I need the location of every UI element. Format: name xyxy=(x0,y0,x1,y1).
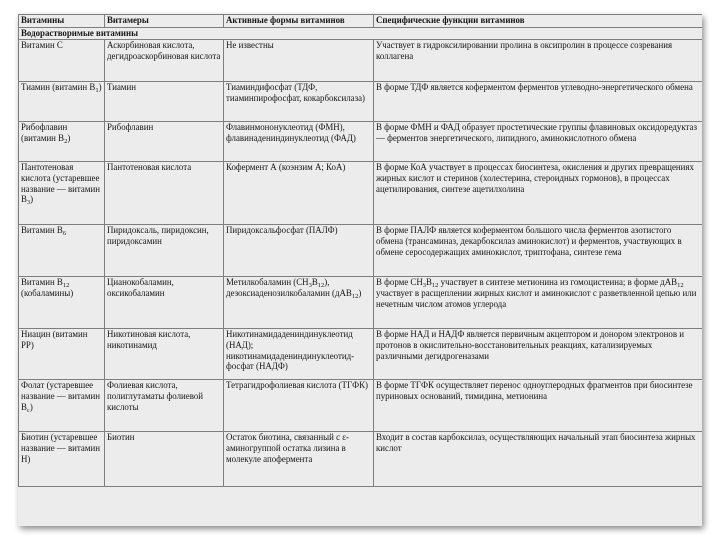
cell-vitamers: Цианокобаламин, оксикобаламин xyxy=(105,277,224,329)
cell-vitamers: Биотин xyxy=(105,432,224,487)
cell-vitamers: Рибофлавин xyxy=(105,122,224,162)
cell-vitamers: Аскорбиновая кислота, дегидроаскорбиновая кислота xyxy=(105,40,224,82)
cell-vitamin: Витамин $B_{12}$ (кобаламины) xyxy=(19,277,105,329)
cell-vitamin: Фолат (устаревшее название — витамин $B_c$) xyxy=(19,380,105,432)
cell-vitamin: Пантотеновая кислота (устаревшее название — витамин $B_3$) xyxy=(19,162,105,225)
cell-vitamin: Биотин (устаревшее название — витамин H) xyxy=(19,432,105,487)
cell-function: В форме ТГФК осуществляет перенос одноуглеродных фрагментов при биосинтезе пуриновых оснований, тимидина, метионина xyxy=(374,380,703,432)
cell-vitamers: Пиридоксаль, пиридоксин, пиридоксамин xyxy=(105,225,224,277)
cell-active-forms: Метилкобаламин $(CH_3B_{12})$, дезоксиаденозилкобаламин (дАB$_{12}$) xyxy=(224,277,374,329)
cell-active-forms: Не известны xyxy=(224,40,374,82)
cell-function: В форме ТДФ является коферментом ферментов углеводно-энергетического обмена xyxy=(374,82,703,122)
cell-active-forms: Остаток биотина, связанный с ε-аминогруппой остатка лизина в молекуле апофермента xyxy=(224,432,374,487)
cell-function: В форме $CH_3B_{12}$ участвует в синтезе метионина из гомоцистеина; в форме дАB$_{12}$ участвует в расщеплении жирных кислот и аминокислот с разветвленной цепью или нечетным числом атомов углерода xyxy=(374,277,703,329)
cell-vitamin: Рибофлавин (витамин $B_2$) xyxy=(19,122,105,162)
cell-vitamin: Витамин С xyxy=(19,40,105,82)
cell-function: В форме ФМН и ФАД образует простетические группы флавиновых оксидоредуктаз — ферментов энергетического, липидного, аминокислотного обмена xyxy=(374,122,703,162)
vitamins-table xyxy=(18,14,702,487)
cell-active-forms: Флавинмононуклеотид (ФМН), флавинадениндинуклеотид (ФАД) xyxy=(224,122,374,162)
cell-vitamin: Витамин $B_6$ xyxy=(19,225,105,277)
cell-function: Входит в состав карбоксилаз, осуществляющих начальный этап биосинтеза жирных кислот xyxy=(374,432,703,487)
cell-vitamers: Никотиновая кислота, никотинамид xyxy=(105,329,224,380)
cell-function: В форме КоА участвует в процессах биосинтеза, окисления и других превращениях жирных кислот и стеринов (холестерина, стероидных гормонов), в процессах ацетилирования, синтезе ацетилхолина xyxy=(374,162,703,225)
table-row xyxy=(19,329,703,380)
header-row xyxy=(19,15,703,28)
cell-active-forms: Тетрагидрофолиевая кислота (ТГФК) xyxy=(224,380,374,432)
cell-active-forms: Тиаминдифосфат (ТДФ, тиаминпирофосфат, кокарбоксилаза) xyxy=(224,82,374,122)
cell-vitamers: Фолиевая кислота, полиглутаматы фолиевой кислоты xyxy=(105,380,224,432)
table-row xyxy=(19,432,703,487)
header-functions: Специфические функции витаминов xyxy=(374,15,703,28)
cell-vitamers: Пантотеновая кислота xyxy=(105,162,224,225)
cell-active-forms: Пиридоксальфосфат (ПАЛФ) xyxy=(224,225,374,277)
header-active-forms: Активные формы витаминов xyxy=(224,15,374,28)
cell-function: В форме НАД и НАДФ является первичным акцептором и донором электронов и протонов в окислительно-восстановительных реакциях, катализируемых различными дегидрогеназами xyxy=(374,329,703,380)
table-row xyxy=(19,277,703,329)
cell-vitamin: Ниацин (витамин PP) xyxy=(19,329,105,380)
cell-vitamers: Тиамин xyxy=(105,82,224,122)
cell-function: В форме ПАЛФ является коферментом большого числа ферментов азотистого обмена (трансаминаз, декарбоксилаз аминокислот) и ферментов, участвующих в обмене серосодержащих аминокислот, триптофана, синтезе гема xyxy=(374,225,703,277)
cell-active-forms: Кофермент А (коэнзим А; КоА) xyxy=(224,162,374,225)
slide-sheet xyxy=(18,14,702,526)
cell-function: Участвует в гидроксилировании пролина в оксипролин в процессе созревания коллагена xyxy=(374,40,703,82)
header-vitamins: Витамины xyxy=(19,15,105,28)
table-row xyxy=(19,225,703,277)
section-row xyxy=(19,28,703,40)
table-row xyxy=(19,162,703,225)
table-row xyxy=(19,122,703,162)
section-title: Водорастворимые витамины xyxy=(19,28,703,40)
header-vitamers: Витамеры xyxy=(105,15,224,28)
cell-vitamin: Тиамин (витамин $B_1$) xyxy=(19,82,105,122)
table-row xyxy=(19,40,703,82)
cell-active-forms: Никотинамидадениндинуклеотид (НАД); никотинамидадениндинуклеотид-фосфат (НАДФ) xyxy=(224,329,374,380)
table-row xyxy=(19,82,703,122)
table-row xyxy=(19,380,703,432)
